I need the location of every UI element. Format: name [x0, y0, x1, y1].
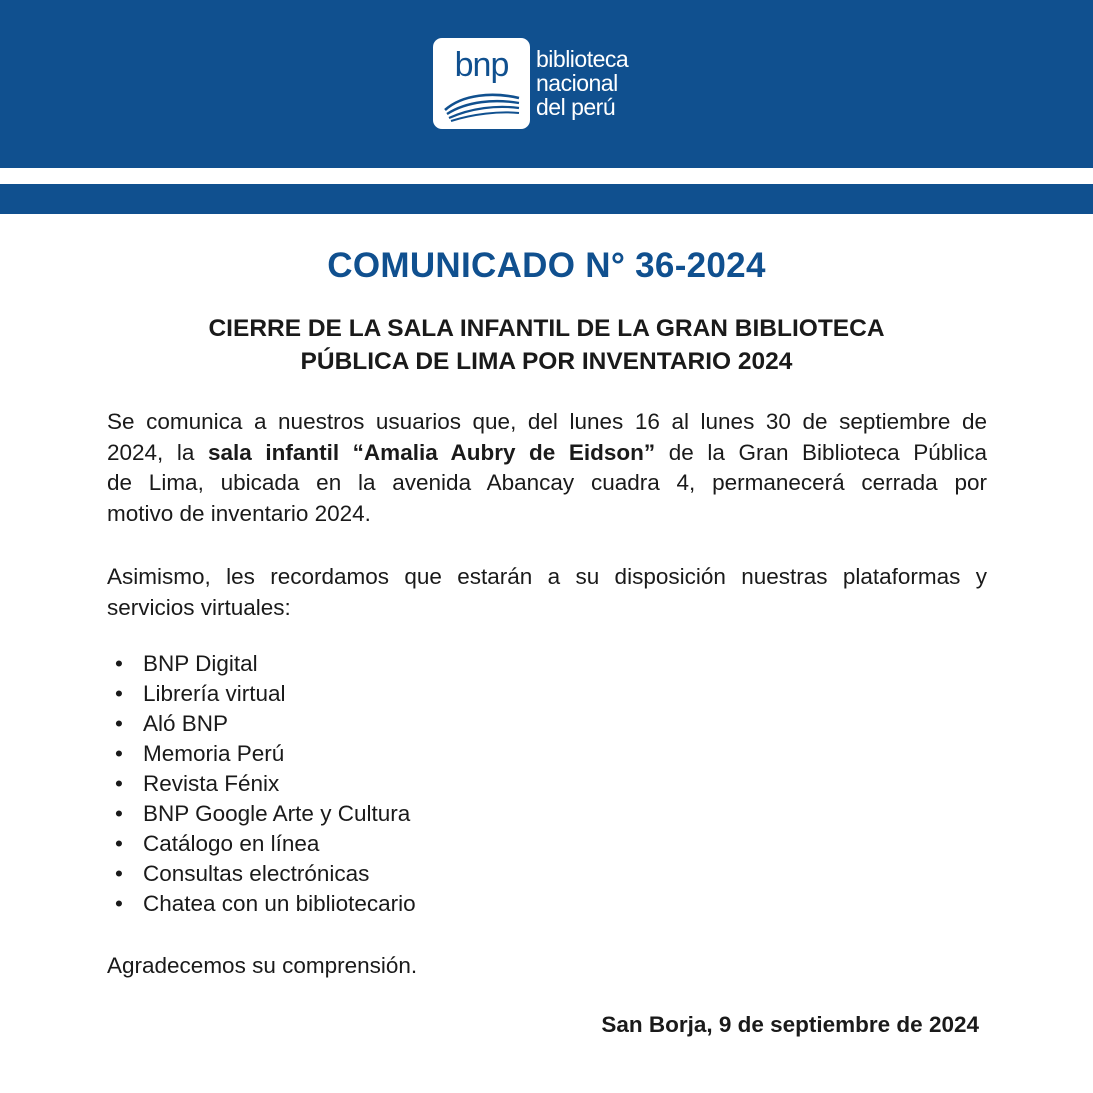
- paragraph-line: de Lima, ubicada en la avenida Abancay cuadra 4, permanecerá cerrada por: [107, 470, 987, 495]
- logo-abbreviation: bnp: [454, 46, 509, 84]
- bnp-logo: [433, 38, 628, 129]
- service-name: Memoria Perú: [143, 741, 285, 766]
- paragraph-line: Asimismo, les recordamos que estarán a su disposición nuestras plataformas y: [107, 564, 987, 589]
- paragraph-line: [107, 438, 987, 469]
- list-item: [107, 859, 416, 889]
- paragraph-text: 2024, la: [107, 439, 208, 465]
- list-item: [107, 799, 416, 829]
- paragraph-text: de la Gran Biblioteca Pública: [655, 439, 987, 465]
- logo-line-3: del perú: [536, 94, 616, 120]
- bullet-icon: •: [115, 711, 123, 736]
- bullet-icon: •: [115, 681, 123, 706]
- page-title: COMUNICADO N° 36-2024: [327, 246, 766, 285]
- services-intro-paragraph: [107, 562, 987, 623]
- bullet-icon: •: [115, 771, 123, 796]
- logo-line-1: biblioteca: [536, 46, 629, 72]
- announcement-paragraph: [107, 407, 987, 529]
- service-name: BNP Digital: [143, 651, 258, 676]
- logo-wordmark: [536, 47, 628, 119]
- list-item: [107, 739, 416, 769]
- header-stripe: [0, 184, 1093, 214]
- services-list: [107, 649, 416, 919]
- paragraph-line: servicios virtuales:: [107, 594, 291, 620]
- service-name: Aló BNP: [143, 711, 229, 736]
- list-item: [107, 709, 416, 739]
- paragraph-line: Se comunica a nuestros usuarios que, del lunes 16 al lunes 30 de septiembre de: [107, 409, 987, 434]
- bnp-logo-mark: [433, 38, 530, 129]
- header-band: [0, 0, 1093, 168]
- closing-line: Agradecemos su comprensión.: [107, 953, 418, 978]
- service-name: Consultas electrónicas: [143, 861, 370, 886]
- bullet-icon: •: [115, 651, 123, 676]
- list-item: [107, 769, 416, 799]
- service-name: Revista Fénix: [143, 771, 280, 796]
- room-name: sala infantil “Amalia Aubry de Eidson”: [207, 439, 656, 465]
- list-item: [107, 679, 416, 709]
- bullet-icon: •: [115, 891, 123, 916]
- logo-line-2: nacional: [536, 70, 618, 96]
- list-item: [107, 649, 416, 679]
- page-subtitle: [120, 312, 973, 378]
- list-item: [107, 829, 416, 859]
- paragraph-line: motivo de inventario 2024.: [107, 500, 371, 526]
- place-date-signature: San Borja, 9 de septiembre de 2024: [601, 1012, 979, 1037]
- subtitle-line-1: CIERRE DE LA SALA INFANTIL DE LA GRAN BIBLIOTECA: [208, 315, 885, 342]
- bullet-icon: •: [115, 741, 123, 766]
- list-item: [107, 889, 416, 919]
- bullet-icon: •: [115, 831, 123, 856]
- subtitle-line-2: PÚBLICA DE LIMA POR INVENTARIO 2024: [300, 348, 793, 375]
- book-waves-icon: [441, 88, 523, 124]
- service-name: Librería virtual: [143, 681, 286, 706]
- bullet-icon: •: [115, 801, 123, 826]
- service-name: BNP Google Arte y Cultura: [143, 801, 411, 826]
- service-name: Chatea con un bibliotecario: [143, 891, 416, 916]
- service-name: Catálogo en línea: [143, 831, 320, 856]
- bullet-icon: •: [115, 861, 123, 886]
